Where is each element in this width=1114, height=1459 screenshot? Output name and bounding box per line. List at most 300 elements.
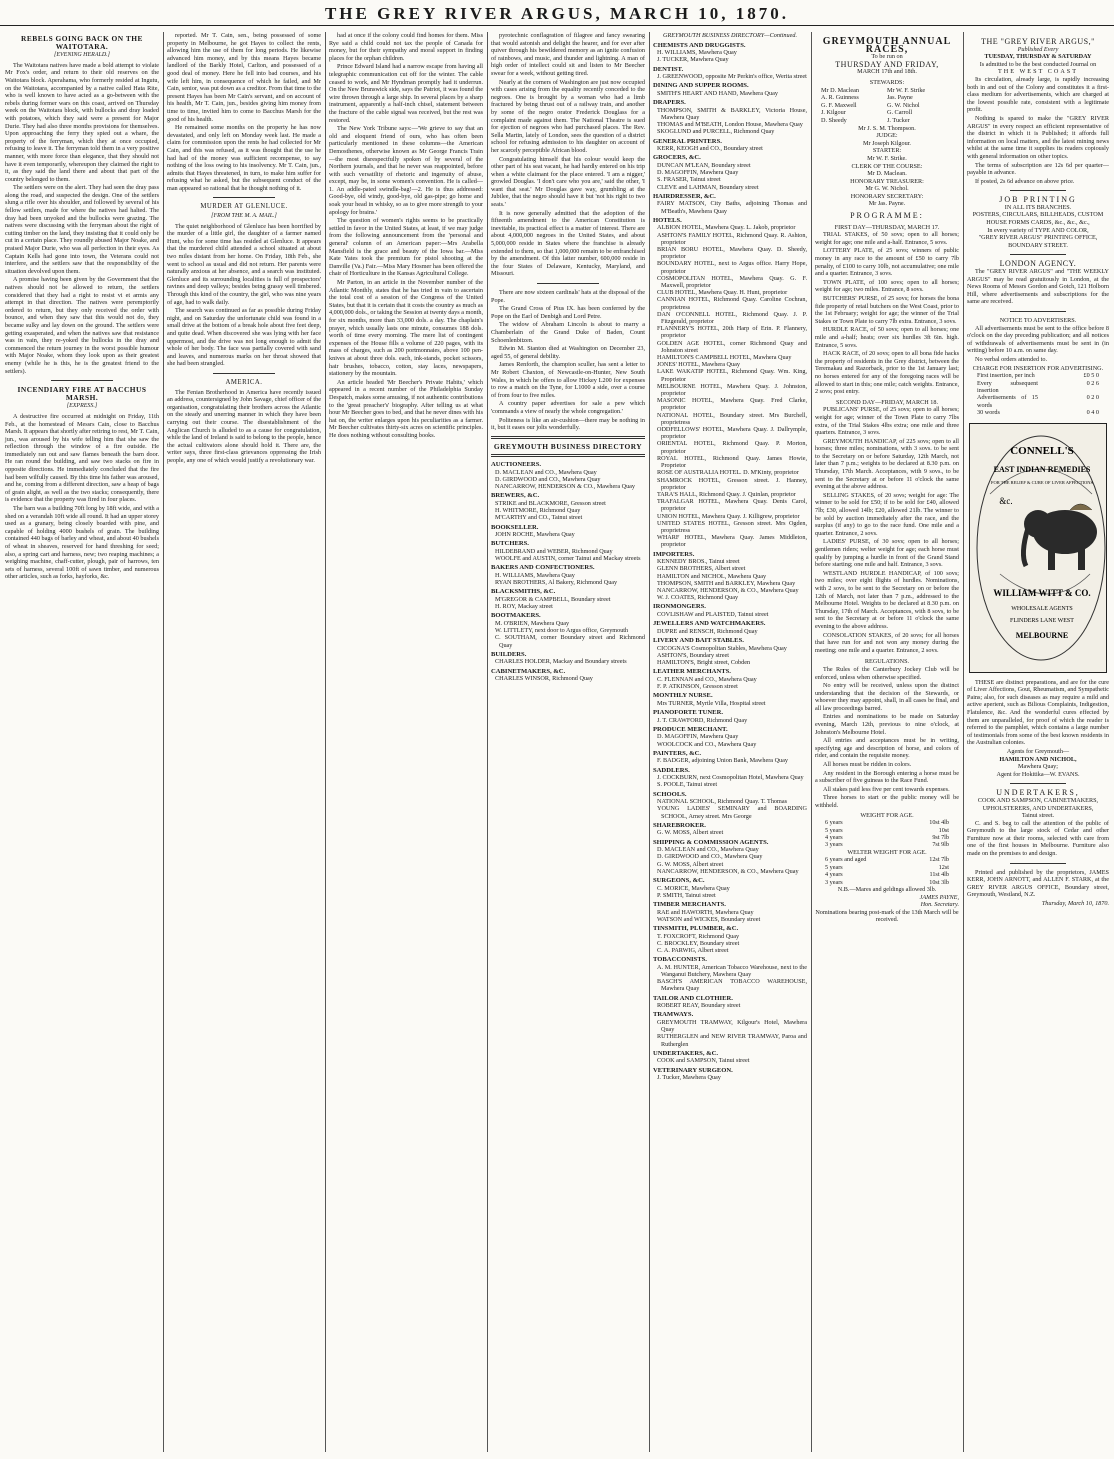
column-5 <box>650 32 810 1452</box>
races-days: THURSDAY AND FRIDAY, <box>835 59 939 69</box>
job-printing-sub: IN ALL ITS BRANCHES. <box>1004 203 1072 211</box>
article-heading: INCENDIARY FIRE AT BACCHUS MARSH. <box>17 385 147 402</box>
directory-entry: G. W. MOSS, Albert street <box>657 860 724 868</box>
stewards-list <box>815 87 959 125</box>
article-heading: MURDER AT GLENLUCE. <box>200 203 288 211</box>
directory-category: SURGEONS, &C. <box>653 876 705 884</box>
programme-heading: PROGRAMME: <box>850 211 924 221</box>
steward-name: Jas. Payne <box>887 94 913 102</box>
directory-entry: ORIENTAL HOTEL, Richmond Quay. P. Morton, proprietor <box>657 440 807 455</box>
directory-entry: COVLISHAW and PLAISTED, Tainui street <box>657 610 769 618</box>
directory-category: BOOKSELLER. <box>491 523 539 531</box>
official-heading: JUDGE: <box>876 132 898 140</box>
directory-entry: TARA'S HALL, Richmond Quay. J. Quinlan, proprietor <box>657 490 796 498</box>
welter-label: 3 years <box>825 878 843 886</box>
regulation-item: Any resident in the Borough entering a horse must be a subscriber of five guineas to the Race Fund. <box>815 769 959 785</box>
steward-name: D. Sheedy <box>821 116 847 124</box>
directory-category: AUCTIONEERS. <box>491 461 542 469</box>
steward-name: G. W. Nichol <box>887 101 920 109</box>
wfa-label: 4 years <box>825 834 843 841</box>
welter-value: 11st 4lb <box>929 871 949 879</box>
official-name: Mr Jas. Payne. <box>868 200 906 208</box>
scale-value: £0 5 0 <box>1083 372 1099 380</box>
regulation-item: All horses must be ridden in colors. <box>823 761 912 769</box>
directory-entry: KERR, KEOGH and CO., Boundary street <box>657 145 763 153</box>
article-paragraph: The New York Tribune says:—'We grieve to say that an old and eloquent friend of ours, who has often been particularly mentioned in these columns—the American Demosthenes, otherwise known as Mr George Francis Train—the most disrespectfully spoken of by several of the Northern journals, and that he never was reappointed, before with such versatility of rhetoric and ingenuity of abuse, except, may be, in some women's convention. He is called—1. An addle-pated swindle-bag!—2. He is thus addressed: Good-bye, old windy, good-bye, old gas-pipe; go home and soak your head in whisky, so as to give more strength to your apology for brains.' <box>329 125 483 216</box>
race-event: LOTTERY PLATE, of 25 sovs; winners of public money in any race to the amount of £50 to carry 7lb penalty, of £100 to carry 10lb, not accumulative; one mile and a quarter. Entrance, 3 sovs. <box>815 247 959 278</box>
directory-category: TRAMWAYS. <box>653 1011 694 1019</box>
directory-entry: SMITH'S HEART AND HAND, Mawhera Quay <box>657 89 778 97</box>
directory-entry: S. POOLE, Tainui street <box>657 781 718 789</box>
directory-category: TINSMITH, PLUMBER, &C. <box>653 924 739 932</box>
official-heading: CLERK OF THE COURSE: <box>851 162 923 170</box>
directory-entry: D. MACLEAN and CO., Mawhera Quay <box>495 468 597 476</box>
directory-entry: J. T. CRAWFORD, Richmond Quay <box>657 716 748 724</box>
scale-value: 0 2 0 <box>1086 394 1099 402</box>
races-dates: MARCH 17th and 18th. <box>857 68 917 76</box>
separator <box>213 197 275 198</box>
directory-entry: ASHTON'S, Boundary street <box>657 651 729 659</box>
directory-category: UNDERTAKERS, &C. <box>653 1049 719 1057</box>
welter-heading: WELTER WEIGHT FOR AGE. <box>847 848 927 856</box>
directory-entry: KENNEDY BROS., Tainui street <box>657 558 740 566</box>
directory-entry: F. BADGER, adjoining Union Bank, Mawhera Quay <box>657 757 788 765</box>
directory-entry: HILDEBRAND and WEBER, Richmond Quay <box>495 548 613 556</box>
welter-label: 5 years <box>825 863 843 871</box>
badge-text-brand: CONNELL'S <box>1010 444 1074 457</box>
business-directory-continued <box>653 42 807 1082</box>
weight-for-age-table <box>815 819 959 849</box>
directory-entry: ROYAL HOTEL, Richmond Quay. James Howie, Proprietor <box>657 454 807 470</box>
column-4 <box>488 32 648 1452</box>
race-event: TRIAL STAKES, of 50 sovs; open to all horses; weight for age; one mile and a-half. Entrance, 5 sovs. <box>815 231 959 246</box>
regulation-item: The Rules of the Canterbury Jockey Club will be enforced, unless when otherwise specified. <box>815 665 959 681</box>
separator <box>51 380 113 381</box>
directory-category: BOOTMAKERS. <box>491 612 541 620</box>
regulation-item: All stakes paid less five per cent towards expenses. <box>823 785 950 793</box>
directory-category: BREWERS, &C. <box>491 492 540 500</box>
race-event: SELLING STAKES, of 20 sovs; weight for age: The winner to be sold for £50; if to be sold for £40, allowed 7lb; £30, allowed 14lb; £20, allowed 21lb. The winner to be sold by auction immediately after the race, and the surplus (if any) to go to the race fund. One mile and a quarter. Entrance, 2 sovs. <box>815 491 959 537</box>
directory-entry: CLEVE and LAHMAN, Boundary street <box>657 183 759 191</box>
welter-label: 6 years and aged <box>825 856 867 864</box>
race-events-day1 <box>815 231 959 395</box>
notice-text: No verbal orders attended to. <box>975 355 1047 363</box>
separator <box>1010 863 1067 864</box>
badge-text-purpose: FOR THE RELIEF & CURE OF LIVER AFFECTIONS <box>990 479 1094 485</box>
article-heading: REBELS GOING BACK ON THE WAITOTARA. <box>21 34 143 51</box>
article-paragraph: Mr Parton, in an article in the November number of the Atlantic Monthly, states that he has tried in vain to ascertain the total cost of a session of the Congress of the United States, but that it is certain that it costs the country as much as 4,000,000 dols., or taking the Session at twenty days a month, for six months, more than 33,000 dols. a day. The chaplain's prayer, which usually lasts one minute, consumes 188 dols. worth of time every morning. The mere list of contingent expenses of the House fills a volume of 220 pages, with its mass of charges, such as 200 portmonnaies, above 100 pen-knives at about three dols. each, ink-stands, pocket scissors, hair brushes, tobacco, cotton, stay laces, newspapers, stationery by the mountain. <box>329 279 483 378</box>
advertising-scale-table <box>967 372 1109 416</box>
undertakers-title: UNDERTAKERS, <box>996 788 1080 798</box>
separator <box>1010 783 1067 784</box>
article-paragraph: had at once if the colony could find homes for them. Miss Rye said a child could not tax the people of Canada for money, but for their sympathy and moral support in finding places for the orphan children. <box>329 32 483 62</box>
scale-label: Advertisements of 15 words <box>977 394 1038 409</box>
directory-category: HOTELS. <box>653 216 682 224</box>
separator <box>1010 190 1067 191</box>
welter-value: 10st 3lb <box>929 878 949 886</box>
directory-entry: RYAN BROTHERS, Al Bakery, Richmond Quay <box>495 579 618 587</box>
article-paragraph: The settlers were on the alert. They had seen the dray pass along the road, and suspected the design. One of the settlers slung a rifle over his shoulder, and followed by several of his fellow settlers, made for where the natives had halted. The dray had been unyoked and the bullocks were grazing. The natives were discussing with the ferryman about the right of cutting timber on the land, they insisting that it could only be cut in a certain place. They roundly abused Major Noake, and praised Major Durie, who was all perfection in their eyes. As Captain Kells had gone into town, the Veterans could not interfere, and the settlers saw that the responsibility of the situation devolved upon them. <box>5 184 159 275</box>
directory-entry: NATIONAL HOTEL, Boundary street. Mrs Burchell, proprietress <box>657 411 807 426</box>
directory-category: DINING AND SUPPER ROOMS. <box>653 82 749 90</box>
directory-entry: HAMILTON'S CAMPBELL HOTEL, Mawhera Quay <box>657 354 792 362</box>
badge-text-title: EAST INDIAN REMEDIES <box>993 464 1091 474</box>
steward-name: Mr D. Maclean <box>821 86 859 94</box>
article-paragraph: It is now generally admitted that the adoption of the fifteenth amendment to the American Constitution is inevitable, its practical effect is a matter of interest. There are about 4,000,000 negroes in the United States, and about 5,000,000 reside in States where the franchise is already extended to them, so that 1,000,000 remain to be enfranchised by the amendment. Of this latter number, 600,000 reside in the four States of Delaware, Kentucky, Maryland, and Missouri. <box>491 209 645 278</box>
badge-text-agent: WILLIAM WITT & CO. <box>993 587 1091 598</box>
directory-category: MONTHLY NURSE. <box>653 692 713 700</box>
directory-entry: WOOLCOCK and CO., Mawhera Quay <box>657 740 757 748</box>
official-heading: STARTER: <box>872 147 902 155</box>
official-name: Mr W. F. Strike. <box>867 154 907 162</box>
article-paragraph: The search was continued as far as possible during Friday night, and on Saturday the unfortunate child was found in a small drive at the bottom of a break hole about five feet deep, and quite dead. When discovered she was lying with her face uppermost, and the drive was not long enough to admit the whole of her body. The face was partially covered with sand and leaves, and numerous marks on her throat showed that she had been strangled. <box>167 307 321 368</box>
secretary-title: Hon. Secretary. <box>920 901 959 909</box>
article-paragraph: The barn was a building 70ft long by 18ft wide, and with a shed on a verandah 10ft wide all round. It had an upper storey used as a granary, being closely boarded with pine, and capable of holding 4000 bushels of grain. The building contained 440 bags of barley and wheat, and about 40 bushels of wheat in sheaves, reserved for hand threshing for seed; also, a spring cart and harness, new; two reaping machines; a weighing machine, chaff-cutter, plough, pair of harrows, ten sets of harness, several 100ft of sawn timber, and numerous other articles, such as forks, hayforks, &c. <box>5 505 159 581</box>
article-paragraph: A promise having been given by the Government that the natives should not be allowed to return, the settlers considered that they had a right to resist vi et armis any attempt in that direction. The natives were peremptorily ordered to return, but they only received the order with bounce, and when they saw that this would not do, they became sulky and lay down on the ground. The settlers were getting exasperated, and when the natives saw that resistance was in vain, they re-yoked the bullocks in the dray and commenced the return journey in the worst possible humour with Major Noake, whom they look upon as their greatest enemy (while he is this, he is the greatest friend to the settlers). <box>5 276 159 375</box>
directory-category: TIMBER MERCHANTS. <box>653 900 726 908</box>
job-printing-items: POSTERS, CIRCULARS, BILLHEADS, CUSTOM HOUSE FORMS CARDS, &c., &c., &c., <box>972 211 1104 227</box>
directory-entry: COSMOPOLITAN HOTEL, Mawhera Quay. G. F. Maxwell, proprietor <box>657 274 807 290</box>
article-paragraph: Edwin M. Stanton died at Washington on December 23, aged 55, of general debility. <box>491 345 645 360</box>
remedies-advertisement-illustration <box>969 423 1107 673</box>
races-subtitle: To be run on <box>871 53 903 61</box>
directory-entry: D. MAGOFFIN, Mawhera Quay <box>657 169 739 177</box>
article-paragraph: Congratulating himself that his colour would keep the other part of his seat vacant, he had hardly entered on his trip when a white claimant for the place entered. 'I am a nigger,' growled Douglas. 'I don't care who you are,' said the other, 'I want that seat.' Mr Douglas gave way, grumbling at the Jubilee, that the negro should have it but 'not his right to two seats.' <box>491 155 645 209</box>
directory-entry: DAN O'CONNELL HOTEL, Richmond Quay. J. P. Fitzgerald, proprietor <box>657 310 807 326</box>
race-event: GREYMOUTH HANDICAP, of 225 sovs; open to all horses; three miles; nominations, with 3 sovs. to be sent to the Secretary on or before Saturday, 12th March, not later than 7 p.m.; weights to be declared at 8.30 p.m. on Thursday, 17th March. Acceptances, with 9 sovs., to be sent to the Secretary at or before 11 o'clock the same evening at the above address. <box>815 437 959 491</box>
directory-entry: ODDFELLOWS' HOTEL, Mawhera Quay. J. Dallrymple, proprietor <box>657 426 807 441</box>
day-heading: FIRST DAY—THURSDAY, MARCH 17. <box>834 223 940 231</box>
steward-extra: Mr J. S. M. Thompson. <box>858 124 916 132</box>
directory-category: SCHOOLS. <box>653 790 687 798</box>
directory-entry: WHARF HOTEL, Mawhera Quay. James Middleton, proprietor <box>657 534 807 549</box>
badge-text-address: FLINDERS LANE WEST <box>1010 617 1074 624</box>
article-paragraph: A country paper advertises for sale a pew which 'commands a view of nearly the whole congregation.' <box>491 400 645 415</box>
remedies-agents: Agents for Greymouth— <box>1006 747 1070 755</box>
directory-entry: M'CARTHY and CO., Tainui street <box>495 514 583 522</box>
article-paragraph: There are now sixteen cardinals' hats at the disposal of the Pope. <box>491 289 645 304</box>
notice-text: All advertisements must be sent to the office before 8 o'clock on the day preceding publication; and all notices of withdrawals of advertisements must be sent in (in writing) before 10 a.m. on same day. <box>967 324 1109 355</box>
directory-entry: J. GREENWOOD, opposite Mr Perkin's office, Werita street <box>657 73 807 81</box>
steward-name: J. Tucker <box>887 116 910 124</box>
directory-category: PIANOFORTE TUNER. <box>653 708 723 716</box>
race-event: PUBLICANS' PURSE, of 25 sovs; open to all horses; weight for age; winner of the Town Plate to carry 7lbs extra, of the Trial Stakes 4lbs extra; one mile and three quarters. Entrance, 3 sovs. <box>815 406 959 437</box>
directory-entry: TRAFALGAR HOTEL, Mawhera Quay. Denis Carol, proprietor <box>657 498 807 513</box>
article-paragraph: James Renforth, the champion sculler, has sent a letter to Mr Robert Chaxton, of Newcastle-on-Hunter, New South Wales, in which he offers to allow Hickey L200 for expenses to row a match on the Tyne, for L1000 a side, over a course of from four to five miles. <box>491 361 645 399</box>
directory-entry: YOUNG LADIES' SEMINARY and BOARDING SCHOOL, Arney street. Mrs George <box>657 805 807 820</box>
elephant-icon <box>1023 504 1097 570</box>
directory-category: BAKERS AND CONFECTIONERS. <box>491 564 595 572</box>
directory-entry: LAKE WAKATIP HOTEL, Richmond Quay. Wm. King, Proprietor <box>657 368 807 383</box>
directory-entry: CICOGNA'S Cosmopolitan Stables, Mawhera Quay <box>657 644 787 652</box>
directory-category: CHEMISTS AND DRUGGISTS. <box>653 41 746 49</box>
scale-label: First insertion, per inch <box>977 372 1035 380</box>
imprint-text: Printed and published by the proprietors, JAMES KERR, JOHN ARNOTT, and ALLEN F. STARK, at the GREY RIVER ARGUS OFFICE, Boundary street, Greymouth, Westland, N.Z. <box>967 868 1109 899</box>
directory-entry: D. GIRDWOOD and CO., Mawhera Quay <box>657 853 763 861</box>
directory-category: JEWELLERS AND WATCHMAKERS. <box>653 620 766 628</box>
remedies-agent-name: HAMILTON AND NICHOL, <box>999 755 1077 763</box>
directory-entry: ROBERT REAY, Boundary street <box>657 1002 741 1010</box>
directory-entry: THOMPSON, SMITH & BARKLEY, Victoria House, Mawhera Quay <box>657 106 807 121</box>
column-3 <box>326 32 486 1452</box>
article-paragraph: He remained some months on the property he has now devastated, and only left on Monday week last. He made a claim for commission upon the rents he had collected for Mr Cain, and this was refused, as it was thought that the use he had had of the money was sufficient recompense, to say nothing of the loss owing to his insolvency. Mr T. Cain, jun., admits that Hayes threatened, in turn, to make him suffer for refusing what he asked, but the subsequent conduct of the man appeared so rational that he thought nothing of it. <box>167 124 321 192</box>
welter-value: 12st 7lb <box>929 856 949 864</box>
directory-entry: MELBOURNE HOTEL, Mawhera Quay. J. Johnston, proprietor <box>657 382 807 398</box>
directory-entry: DUNCAN M'LEAN, Boundary street <box>657 161 751 169</box>
official-heading: HONORARY SECRETARY: <box>850 192 924 200</box>
directory-category: PAINTERS, &C. <box>653 749 702 757</box>
london-agency-title: LONDON AGENCY. <box>999 259 1077 269</box>
day-heading: SECOND DAY—FRIDAY, MARCH 18. <box>835 398 939 406</box>
separator <box>213 373 275 374</box>
scale-heading: CHARGE FOR INSERTION FOR ADVERTISING. <box>972 364 1104 372</box>
directory-category: PRODUCE MERCHANT. <box>653 725 728 733</box>
directory-entry: T. FOXCROFT, Richmond Quay <box>657 932 740 940</box>
remedies-agent-address: Mawhera Quay; <box>1017 763 1059 771</box>
directory-category: SHIPPING & COMMISSION AGENTS. <box>653 838 769 846</box>
directory-entry: CHARLES WINSOR, Richmond Quay <box>495 675 593 683</box>
directory-entry: UNITED STATES HOTEL, Gresson street. Mrs Ogden, proprietress <box>657 519 807 534</box>
directory-category: LIVERY AND BAIT STABLES. <box>653 636 744 644</box>
directory-category: SADDLERS. <box>653 766 690 774</box>
article-paragraph: pyrotechnic conflagration of filagree and fancy swearing that would astonish and delight the hearer, and for ever after quiver through his bewildered memory as an ignite confusion of rainbows, and music, and thunder and lightning. A man of high order of intellect could sit and listen to Mr Beecher swear for a week, without getting tired. <box>491 32 645 77</box>
welter-label: 4 years <box>825 871 843 879</box>
directory-entry: ASHTON'S FAMILY HOTEL, Richmond Quay. R. Ashton, proprietor <box>657 231 807 246</box>
stewards-left <box>821 87 887 125</box>
steward-name: G. F. Maxwell <box>821 101 857 109</box>
directory-entry: HAMILTON and NICHOL, Mawhera Quay <box>657 572 767 580</box>
argus-ad-days: TUESDAY, THURSDAY & SATURDAY <box>984 53 1092 61</box>
directory-entry: HAMILTON'S, Bright street, Cobden <box>657 658 751 666</box>
race-event: BUTCHERS' PURSE, of 25 sovs; for horses the bona fide property of retail butchers on the West Coast, prior to the 1st February; weight for age; the winner of the Trial Stakes or Town Plate to carry 7lb extra. Entrance, 3 sovs. <box>815 295 959 325</box>
directory-entry: WATSON and WICKES, Boundary street <box>657 915 761 923</box>
column-1 <box>2 32 162 1452</box>
argus-ad-text: Is admitted to be the best conducted Journal on <box>979 60 1097 68</box>
article-paragraph: The Fenian Brotherhood in America have recently issued an address, countersigned by John Savage, chief officer of the organisation, congratulating their brothers across the Atlantic on the steady and unerring manner in which they have been carrying out their course. The disestablishment of the Anglican Church is alluded to as a cause for congratulation, while the land of Ireland is said to belong to the people, hence the actual cultivators alone should hold it. There are, the writer says, three first-class grievances oppressing the Irish people, any one of which would justify a revolutionary war. <box>167 388 321 464</box>
argus-ad-paragraph: If posted, 2s 6d advance on above price. <box>975 177 1075 185</box>
wfa-value: 10st <box>938 826 949 834</box>
article-heading: AMERICA. <box>225 378 263 386</box>
directory-category: GENERAL PRINTERS. <box>653 137 722 145</box>
directory-title: GREYMOUTH BUSINESS DIRECTORY—Continued. <box>662 32 797 39</box>
directory-category: DENTIST. <box>653 65 684 73</box>
double-rule <box>491 454 645 457</box>
notice-title: NOTICE TO ADVERTISERS. <box>999 317 1077 324</box>
directory-entry: CHARLES HOLDER, Mackay and Boundary streets <box>495 658 627 666</box>
directory-category: GROCERS, &C. <box>653 154 701 162</box>
directory-entry: Mrs TURNER, Myrtle Villa, Hospital street <box>657 699 766 707</box>
masthead <box>0 0 1114 26</box>
directory-entry: M'GREGOR & CAMPBELL, Boundary street <box>495 596 611 604</box>
regulation-item: All entries and acceptances must be in writing, specifying age and description of horse, and colors of rider, and contain the requisite money. <box>815 737 959 760</box>
directory-entry: NANCARROW, HENDERSON, & CO., Mawhera Quay <box>657 867 799 875</box>
stewards-right <box>887 87 953 125</box>
scale-value: 0 2 6 <box>1086 379 1099 387</box>
job-printing-title: JOB PRINTING <box>999 195 1077 205</box>
official-name: Mr G. W. Nichol. <box>865 185 909 193</box>
directory-category: TOBACCONISTS. <box>653 956 707 964</box>
argus-ad-paragraph: The terms of subscription are 12s 6d per quarter—payable in advance. <box>967 161 1109 177</box>
directory-entry: GLENN BROTHERS, Albert street <box>657 565 746 573</box>
article-paragraph: Nearly at the corners of Washington are just now occupied with cases arising from the equality recently conceded to the negroes. One is brought by a woman who had a limb fractured by being thrust out of a railway train, and another by some of the negro orator Frederick Douglass for a complaint made against them. The National Theatre is sued for ejection of negroes who had purchased places. The Rev. Sella Martin, lately of London, sees the question of a district school for refusing admission to his daughter on account of her scarcely perceptible African blood. <box>491 78 645 154</box>
races-title: GREYMOUTH ANNUAL RACES, <box>822 36 952 55</box>
directory-entry: UNION HOTEL, Mawhera Quay. J. Killigrew, proprietor <box>657 512 800 520</box>
business-directory <box>491 461 645 682</box>
newspaper-title: THE GREY RIVER ARGUS, MARCH 10, 1870. <box>324 4 790 23</box>
directory-entry: JOHN ROCHE, Mawhera Quay <box>495 531 575 539</box>
directory-entry: BOUNDARY HOTEL, next to Argus office. Harry Hope, proprietor <box>657 260 807 275</box>
directory-entry: H. WHITMORE, Richmond Quay <box>495 507 581 515</box>
directory-category: IMPORTERS. <box>653 550 695 558</box>
directory-entry: CLUB HOTEL, Mawhera Quay. H. Hunt, proprietor <box>657 289 788 297</box>
article-paragraph: The Grand Cross of Pius IX. has been conferred by the Pope on the Earl of Denbigh and Lord Petre. <box>491 305 645 320</box>
race-event: CONSOLATION STAKES, of 20 sovs; for all horses that have run for and not won any money during the meeting; one mile and a quarter. Entrance, 2 sovs. <box>815 631 959 654</box>
directory-entry: P. SMITH, Tainui street <box>657 891 716 899</box>
double-rule <box>491 436 645 439</box>
directory-entry: W. LITTLETY, next door to Argus office, Greymouth <box>495 627 629 635</box>
badge-text-city: MELBOURNE <box>1015 630 1069 640</box>
directory-entry: J. Tucker, Mawhera Quay <box>657 1074 721 1082</box>
job-printing-variety: In every variety of TYPE AND COLOR, <box>987 226 1089 234</box>
directory-entry: JONES' HOTEL, Mawhera Quay <box>657 361 740 369</box>
official-name: Mr Joseph Kilgour. <box>863 139 911 147</box>
directory-entry: THOMAS and M'BEATH, London House, Mawhera Quay <box>657 121 803 129</box>
directory-category: LEATHER MERCHANTS. <box>653 668 731 676</box>
directory-entry: A. M. HUNTER, American Tobacco Warehouse, next to the Wanganui Butchery, Mawhera Quay <box>657 963 807 978</box>
regulation-item: Entries and nominations to be made on Saturday evening, March 12th, previous to nine o'clock, at Johnston's Melbourne Hotel. <box>815 713 959 736</box>
race-events-day2 <box>815 406 959 654</box>
column-7 <box>964 32 1112 1452</box>
official-heading: HONORARY TREASURER: <box>850 177 924 185</box>
article-source: [FROM THE M. A. MAIL.] <box>211 213 277 220</box>
directory-entry: ROSE OF AUSTRALIA HOTEL. D. M'Kinty, proprietor <box>657 469 799 477</box>
undertakers-text: C. and S. beg to call the attention of the public of Greymouth to the large stock of Cedar and other Furniture now at their rooms, selected with care from one of the first houses in Melbourne. Furniture also made on the premises to and design. <box>967 819 1109 858</box>
secretary-signature: JAMES PAYNE, <box>919 893 959 901</box>
article-paragraph: The Waitotara natives have made a bold attempt to violate Mr Fox's order, and return to their old reserves on the Waitotara block. Aperahama, who formerly resided at Ingutu, on the Waitotara, accompanied by a native called Hata Rite, who is well known to have acted as a go-between with the rebels during former wars on this coast, arrived on Thursday week on the Waitotara block, with bullocks and dray loaded with potatoes, which they said were a present for Major Durie. They had also three months provisions for themselves. Upon approaching the ferry they spied out a whare, the property of the ferryman, which they at once occupied, refusing to leave it. The ferryman told them in a very positive manner, with more force than elegance, that they should not have it even temporarily, whereupon they claimed the right to it, as they said the land there and about that part of the country belonged to them. <box>5 61 159 183</box>
column-2 <box>164 32 324 1452</box>
job-printing-office: "GREY RIVER ARGUS" PRINTING OFFICE, BOUNDARY STREET. <box>978 234 1098 249</box>
argus-ad-text: THE WEST COAST <box>997 68 1079 76</box>
directory-entry: FAIRY MATSON, City Baths, adjoining Thomas and M'Beath's, Mawhera Quay <box>657 200 807 215</box>
article-source: [EVENING HERALD.] <box>54 52 110 59</box>
race-event: LADIES' PURSE, of 30 sovs; open to all horses; gentlemen riders; welter weight for age; each horse must qualify by jumping a hurdle in front of the Grand Stand before starting; one mile and half. Entrance, 3 sovs. <box>815 538 959 569</box>
directory-entry: M. O'BRIEN, Mawhera Quay <box>495 620 570 628</box>
article-paragraph: The question of women's rights seems to be practically settled in favor in the United States, at least, if we may judge from the following announcement from the 'personal and general' column of an American paper:—Mrs Arabella Mansfield is the grace and beauty of the Iowa bar.—Miss Kate Yates took the premium for pistol shooting at the Danville (Va.) Fair.—Miss Mary Hosmer has been offered the chair of Horticulture in the Kansas Agricultural College. <box>329 217 483 278</box>
wfa-value: 7st 9lb <box>932 841 949 849</box>
directory-entry: STRIKE and BLACKMORE, Gresson street <box>495 500 606 508</box>
official-name: Mr D. Maclean. <box>867 170 907 178</box>
badge-text-etc: &c. <box>999 495 1013 506</box>
remedies-badge-svg <box>970 424 1112 672</box>
undertakers-street: Tainui street. <box>1021 812 1055 820</box>
directory-entry: C. SOUTHAM, corner Boundary street and Richmond Quay <box>495 634 645 649</box>
regulation-item: Three horses to start or the public money will be withheld. <box>815 794 959 809</box>
directory-entry: SKOGLUND and PURCELL, Richmond Quay <box>657 128 775 136</box>
directory-entry: RUTHERGLEN and NEW RIVER TRAMWAY, Paroa and Rutherglen <box>657 1033 807 1048</box>
article-paragraph: reported. Mr T. Cain, sen., being possessed of some property in Melbourne, he got Hayes to collect the rents, allowing him the use of them for long periods. He likewise advanced him money, and by this means Hayes became landlord of the Barkly Hotel, Carlton, and possessed of a good deal of money. Here he fell into bad courses, and his wife left him, in consequence of which he failed, and Mr Cain, senior, was put down as a creditor. From that time to the present Hayes has been Mr Cain's servant, and on account of his health, Mr T. Cain, jun., besides giving him money from time to time, invited him to come to Bacchus Marsh for the good of his health. <box>167 32 321 123</box>
badge-text-wholesale: WHOLESALE AGENTS <box>1011 605 1073 612</box>
argus-ad-paragraph: Nothing is spared to make the "GREY RIVER ARGUS" in every respect an efficient representative of the district in which it is Published; it affords full information on local matters, and the latest mining news whilst at the same time it supplies its readers copiously with general information on other topics. <box>967 114 1109 160</box>
argus-ad-paragraph: Its circulation, already large, is rapidly increasing both in and out of the Colony and constitutes it a first-class medium for advertisements, which are charged at the lowest possible rate, consistent with a legitimate profit. <box>967 75 1109 114</box>
regulation-item: No entry will be received, unless upon the distinct understanding that the decision of the Stewards, or whoever they may appoint, shall, in all cases be final, and all law proceedings barred. <box>815 682 959 712</box>
directory-entry: COOK and SAMPSON, Tainui street <box>657 1057 750 1065</box>
race-event: WESTLAND HURDLE HANDICAP, of 100 sovs; two miles; over eight flights of hurdles. Nominations, with 2 sovs, to be sent to the Secretary on or before the 12th of March, not later than 7 p.m., addressed to the Melbourne Hotel. Weights to be declared at 8.30 p.m. on Thursday, 17th of March. Acceptances, with 8 sovs, to be sent to the Secretary at or before 11 o'clock the same evening to the above address. <box>815 569 959 630</box>
steward-name: G. Carroll <box>887 109 913 117</box>
directory-category: VETERINARY SURGEON. <box>653 1066 733 1074</box>
regulations-list <box>815 666 959 810</box>
directory-entry: ALBION HOTEL, Mawhera Quay. L. Jakob, proprietor <box>657 224 796 232</box>
directory-entry: H. ROY, Mackay street <box>495 603 553 611</box>
directory-entry: WOOLFE and AUSTIN, corner Tainui and Mackay streets <box>495 555 641 563</box>
directory-category: BUILDERS. <box>491 650 527 658</box>
directory-entry: BRIAN BORU HOTEL, Mawhera Quay. D. Sheedy, proprietor <box>657 246 807 261</box>
wfa-label: 3 years <box>825 841 843 849</box>
directory-entry: GREYMOUTH TRAMWAY, Kilgour's Hotel, Mawhera Quay <box>657 1018 807 1034</box>
directory-entry: G. W. MOSS, Albert street <box>657 829 724 837</box>
remedies-hokitika: Agent for Hokitika—W. EVANS. <box>996 770 1080 778</box>
directory-entry: C. A. PARWIG, Albert street <box>657 946 729 954</box>
article-paragraph: An article headed 'Mr Beecher's Private Habits,' which appeared in a recent number of the Philadelphia Sunday Despatch, makes some amusing, if not authentic contributions to the 'great preacher's' biography. After telling us at what hour Mr Beecher goes to bed, and that he never dines with his hat on, the writer enlarges upon his peculiarities as a farmer. Mr Beecher cultivates thirty-six acres on scientific principles. He does nothing without consulting books. <box>329 378 483 439</box>
directory-entry: D. MACLEAN and CO., Mawhera Quay <box>657 846 759 854</box>
stewards-heading: STEWARDS: <box>869 78 905 86</box>
wfa-value: 9st 7lb <box>932 834 949 841</box>
article-paragraph: The widow of Abraham Lincoln is about to marry a Chamberlain of the Grand Duke of Baden, Count Schoenlenbitzen. <box>491 321 645 344</box>
scale-label: 30 words <box>977 409 1000 417</box>
race-event: HACK RACE, of 20 sovs; open to all bona fide hacks the property of residents in the Grey district, between the Teremakau and Razorback, prior to the 1st January last; no horses entered for any of the foregoing races will be allowed to start in this; one mile; catch weights. Entrance, 2 sovs; post entry. <box>815 350 959 396</box>
directory-category: BLACKSMITHS, &C. <box>491 588 556 596</box>
directory-category: CABINETMAKERS, &C. <box>491 667 566 675</box>
steward-name: A. R. Guinness <box>821 94 859 102</box>
scale-label: Every subsequent insertion <box>977 379 1038 394</box>
remedies-text: THESE are distinct preparations, and are for the cure of Liver Affections, Gout, Rheumatism, and Sympathetic Pains; also, for such diseases as may require a mild and active aperient, such as Bilious Complaints, Indigestion, Flatulence, &c. And the wonderful cures effected by them are unparalleled, for proof of which the reader is referred to the pamphlet, which contains a large number of testimonials from some of the best known residents in the Australian colonies. <box>967 678 1109 747</box>
separator <box>1010 254 1067 255</box>
imprint-date: Thursday, March 10, 1870. <box>1041 900 1109 908</box>
directory-category: HAIRDRESSER, &C. <box>653 192 716 200</box>
directory-entry: C. BROCKLEY, Boundary street <box>657 939 740 947</box>
wfa-label: 5 years <box>825 826 843 834</box>
article-paragraph: Politeness is like an air-cushion—there may be nothing in it, but it eases our jolts wonderfully. <box>491 416 645 432</box>
article-paragraph: Prince Edward Island had a narrow escape from having all telegraphic communication cut off for the winter. The cable ceased to work, and Mr Hyndman promptly had it underrun. On the New Brunswick side, says the Patriot, it was found the wire thrown through a large ship. In several places by a sharp instrument, apparently a half-inch chisel, statement between the fracture of the cable signal was received, but the rest was restored. <box>329 63 483 124</box>
directory-entry: SHAMROCK HOTEL, Gresson street. J. Hanney, proprietor <box>657 476 807 491</box>
directory-entry: J. COCKBURN, next Cosmopolitan Hotel, Mawhera Quay <box>657 774 804 782</box>
race-event: HURDLE RACE, of 50 sovs; open to all horses; one mile and a-half; heats; over six hurdles 3ft 6in. high. Entrance, 5 sovs. <box>815 326 959 349</box>
article-paragraph: The quiet neighborhood of Glenluce has been horrified by the murder of a little girl, the daughter of a farmer named Hunt, who for some time has resided at Glenluce. It appears that the murdered child attended a school situated at about two miles distant from her home. On Friday, 18th Feb., she went to school as usual and did not return. Her parents were naturally anxious at her absence, and a search was instituted. Glenluce and its surrounding localities is full of prospectors' ravines and deep valleys; besides being grassy well timbered. Through this kind of the country, the girl, who was nine years of age, had to walk daily. <box>167 222 321 306</box>
race-event: TOWN PLATE, of 100 sovs; open to all horses; weight for age; two miles. Entrance, 8 sovs. <box>815 278 959 294</box>
steward-name: Mr W. F. Strike <box>887 86 926 94</box>
article-paragraph: A destructive fire occurred at midnight on Friday, 11th Feb., at the homestead of Messrs Cain, close to Bacchus Marsh. It appears that shortly after retiring to rest, Mr T. Cain, jun., was aroused by his wife telling him that she saw the reflection through the window of a fire outside. He immediately ran out and saw flames beneath the barn door. He ran round the building, and saw two stacks on fire in opposite directions. He immediately concluded that the fire had been wilfully caused. By this time his father was aroused, and he, coming from a different direction, saw a heap of bags of grain alight, as well as the two stacks; consequently, there is evidence that the property was fired in four places. <box>5 412 159 504</box>
column-6 <box>812 32 962 1452</box>
directory-entry: H. WILLIAMS, Mawhera Quay <box>495 572 575 580</box>
directory-category: BUTCHERS. <box>491 540 529 548</box>
directory-entry: DUPRE and RENSCH, Richmond Quay <box>657 627 758 635</box>
wfa-heading: WEIGHT FOR AGE. <box>860 811 914 819</box>
footnote: Nominations bearing post-mark of the 13th March will be received. <box>815 908 959 924</box>
directory-category: DRAPERS. <box>653 99 686 107</box>
london-agency-text: The "GREY RIVER ARGUS" and "THE WEEKLY ARGUS" may be read gratuitously in London, at the News Rooms of Messrs Gordon and Gotch, 121 Holborn Hill, where advertisements and subscriptions for the same are received. <box>967 268 1109 306</box>
directory-category: TAILOR AND CLOTHIER. <box>653 994 733 1002</box>
argus-ad-title: THE "GREY RIVER ARGUS," <box>981 37 1095 46</box>
separator <box>1010 311 1067 312</box>
regulations-heading: REGULATIONS. <box>864 658 910 666</box>
undertakers-firm: COOK AND SAMPSON, CABINETMAKERS, UPHOLSTERERS, AND UNDERTAKERS, <box>977 796 1099 812</box>
directory-entry: GOLDEN AGE HOTEL, corner Richmond Quay and Johnston street <box>657 339 807 354</box>
wfa-value: 10st 4lb <box>929 819 949 827</box>
directory-entry: D. MAGOFFIN, Mawhera Quay <box>657 733 739 741</box>
directory-entry: C. MORICE, Mawhera Quay <box>657 884 730 892</box>
welter-value: 12st <box>938 863 949 871</box>
directory-entry: FLANNERY'S HOTEL, 20th Harp of Erin. P. Flannery, proprietor <box>657 325 807 340</box>
directory-entry: THOMPSON, SMITH and BARKLEY, Mawhera Quay <box>657 579 796 587</box>
